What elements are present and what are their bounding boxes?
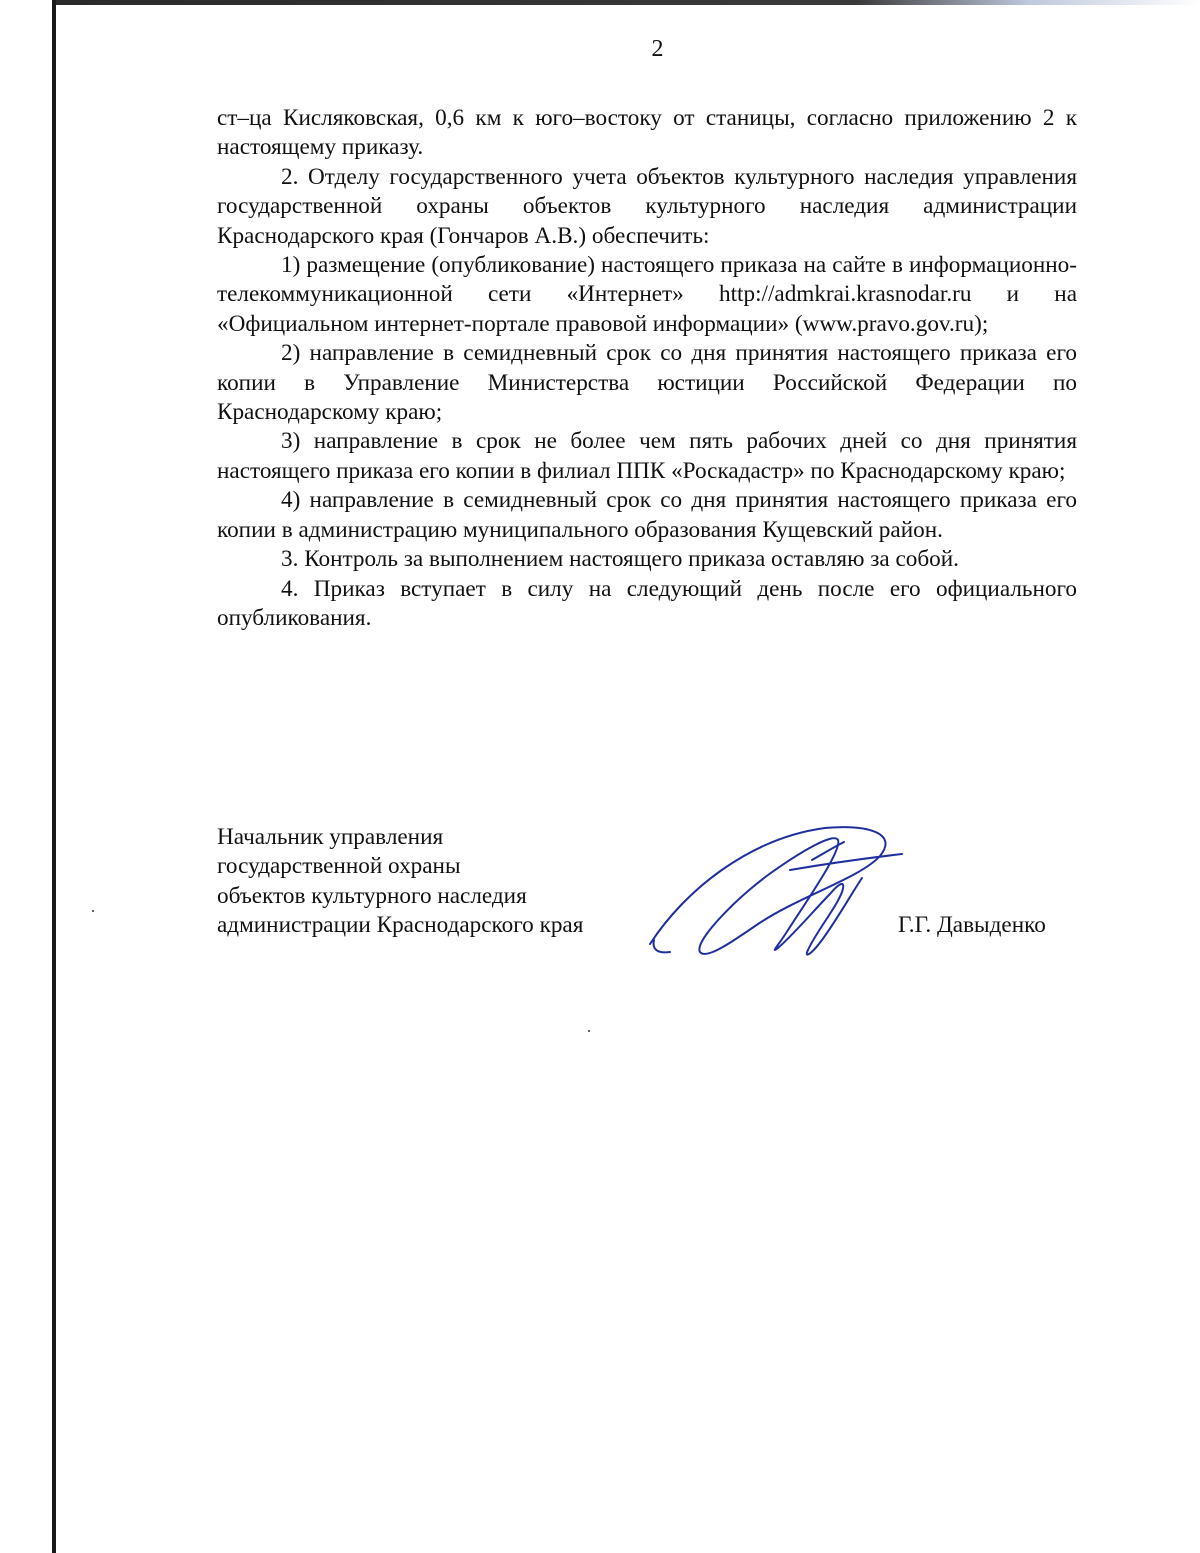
paragraph-item-3: 3. Контроль за выполнением настоящего приказа оставляю за собой. — [281, 546, 959, 573]
scan-border-top — [56, 0, 1200, 5]
paragraph-continuation: ст–ца Кисляковская, 0,6 км к юго–востоку от станицы, согласно приложению 2 к настоящему приказу. — [217, 105, 1077, 161]
paragraph-subitem-4: 4) направление в семидневный срок со дня принятия настоящего приказа его копии в администрацию муниципального образования Кущевский район. — [217, 487, 1077, 543]
handwritten-signature — [640, 820, 910, 970]
paragraph-item-2: 2. Отделу государственного учета объектов культурного наследия управления государственной охраны объектов культурного наследия администрации Краснодарского края (Гончаров А.В.) обеспечить: — [217, 163, 1077, 249]
scan-border-left — [52, 0, 56, 1553]
paragraph-subitem-1: 1) размещение (опубликование) настоящего приказа на сайте в информационно-телекоммуникационной сети «Интернет» http://admkrai.krasnodar.ru и на «Официальном интернет-портале правовой информации» (www.pravo.gov.ru); — [217, 252, 1077, 337]
paragraph-item-4: 4. Приказ вступает в силу на следующий день после его официального опубликования. — [217, 575, 1077, 631]
signatory-title-line: Начальник управления — [217, 824, 444, 850]
signatory-title-line: государственной охраны — [217, 853, 461, 880]
scan-speck — [92, 910, 94, 912]
signatory-title-line: администрации Краснодарского края — [217, 912, 584, 939]
scan-speck — [588, 1030, 590, 1032]
signatory-title-line: объектов культурного наследия — [217, 882, 527, 909]
signatory-name: Г.Г. Давыденко — [898, 912, 1046, 938]
signatory-title — [217, 823, 583, 941]
page-number: 2 — [651, 36, 664, 62]
document-body — [217, 104, 1077, 633]
paragraph-subitem-2: 2) направление в семидневный срок со дня принятия настоящего приказа его копии в Управление Министерства юстиции Российской Федерации по Краснодарскому краю; — [217, 340, 1077, 426]
paragraph-subitem-3: 3) направление в срок не более чем пять рабочих дней со дня принятия настоящего приказа его копии в филиал ППК «Роскадастр» по Краснодарскому краю; — [217, 428, 1077, 484]
